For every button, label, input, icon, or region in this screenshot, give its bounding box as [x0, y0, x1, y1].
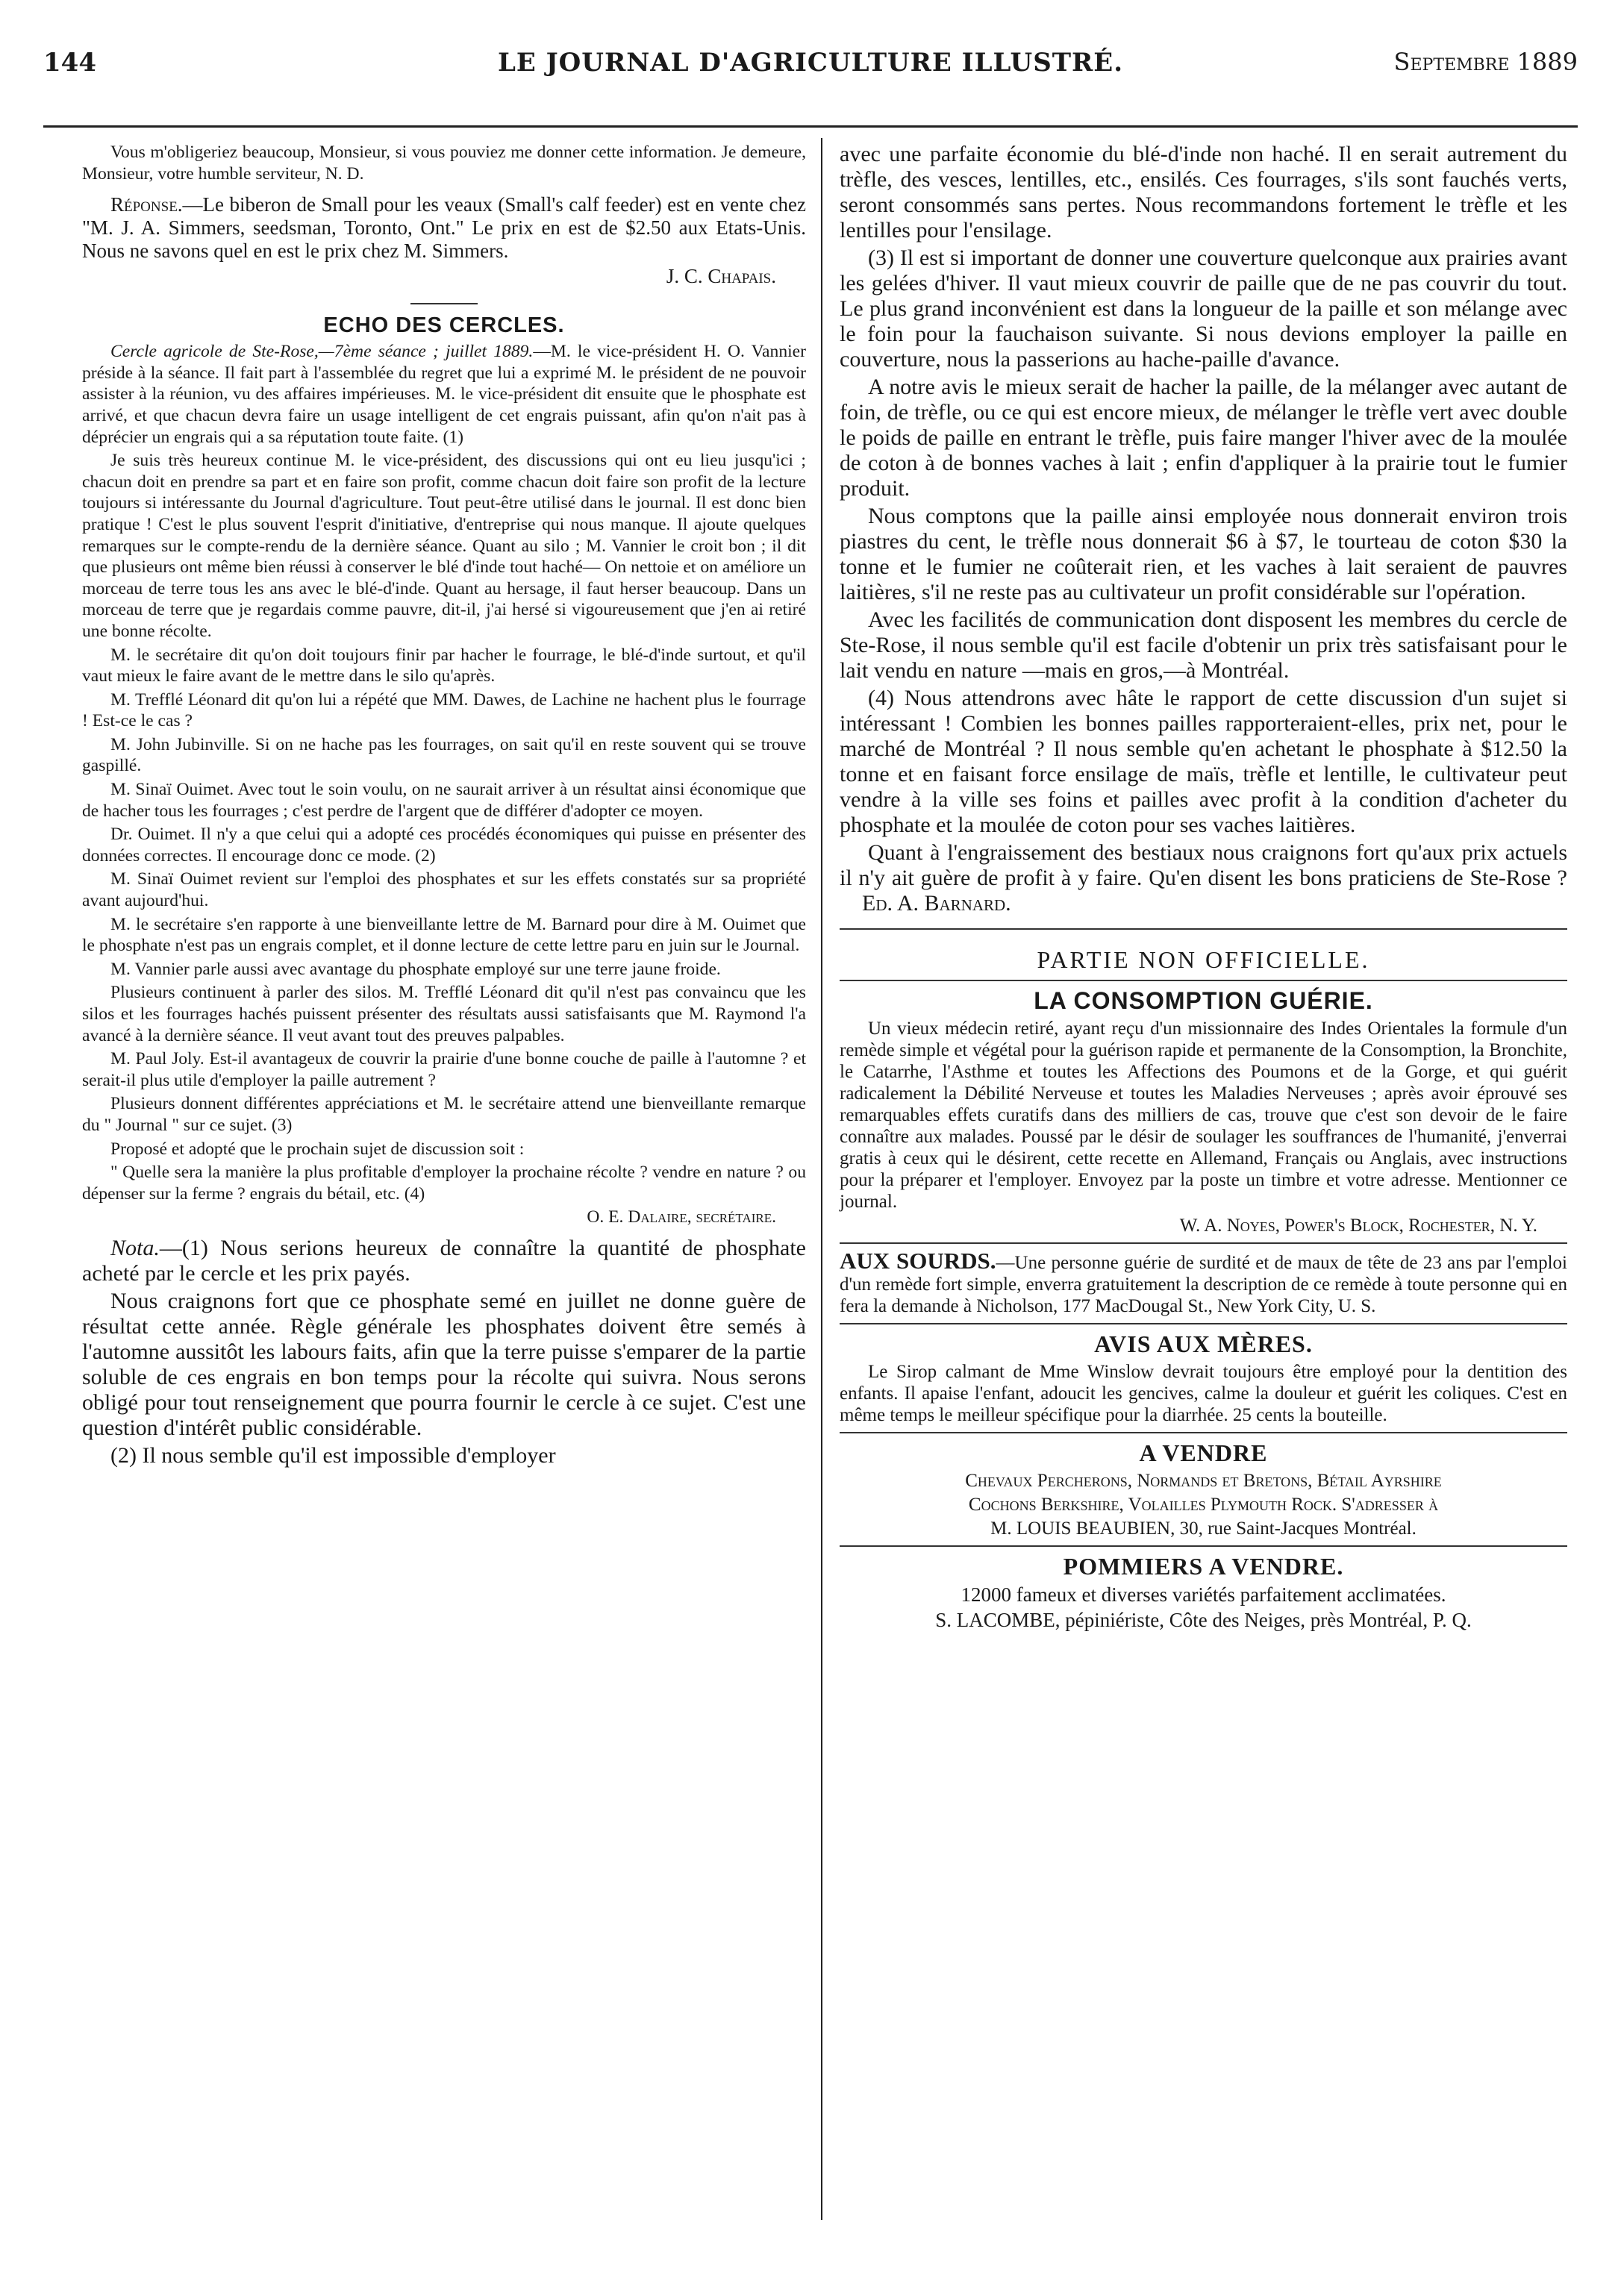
page-header: [43, 48, 1578, 93]
consomption-text: Un vieux médecin retiré, ayant reçu d'un missionnaire des Indes Orientales la formule d'un remède simple et végétal pour la guérison rapide et permanente de la Consomption, la Bronchite, le Catarrhe, l'Asthme et toutes les Affections des Poumons et de la Gorge, et qui guérit radicalement la Débilité Nerveuse et toutes les Maladies Nerveuses ; après avoir éprouvé ses remarquables effets curatifs dans des milliers de cas, trouve que c'est son devoir de le faire connaître aux malades. Poussé par le désir de soulager les souffrances de l'humanité, j'enverrai gratis à ceux qui le désirent, cette recette en Allemand, Français ou Anglais, avec instructions pour la préparer et l'employer. Envoyez par la poste un timbre et votre adresse. Mentionner ce journal.: [840, 1019, 1567, 1212]
sourds-text: —Une personne guérie de surdité et de maux de tête de 23 ans par l'emploi d'un remède fort simple, enverra gratuitement la description de ce remède à toute personne qui en fera la demande à Nicholson, 177 MacDougal St., New York City, U. S.: [840, 1253, 1568, 1316]
nota-label: Nota.: [110, 1235, 160, 1260]
echo-p1: —M. le vice-président H. O. Vannier préside à la séance. Il fait part à l'assemblée du regret que lui a exprimé M. le président de ne pouvoir assister à la réunion, vu des affaires impérieuses. M. le vice-président dit ensuite que le phosphate est arrivé, et que chacun devra faire un usage intelligent de cet engrais puissant, afin qu'on n'ait pas à déprécier un engrais qui a sa réputation toute faite. (1): [82, 342, 806, 447]
partie-rule-top: [840, 928, 1567, 930]
vendre-title: A VENDRE: [1139, 1439, 1268, 1466]
right-p7: [840, 840, 1567, 916]
right-p7-text: Quant à l'engraissement des bestiaux nous craignons fort qu'aux prix actuels il n'y ait guère de profit à y faire. Qu'en disent les bons praticiens de Ste-Rose ?: [840, 840, 1567, 890]
pommiers-line-1: 12000 fameux et diverses variétés parfaitement acclimatées.: [961, 1583, 1446, 1606]
partie-title: PARTIE NON OFFICIELLE.: [1037, 946, 1370, 973]
right-p4: Nous comptons que la paille ainsi employée nous donnerait environ trois piastres du cent, le trèfle nous donnerait $6 à $7, le tourteau de coton $30 la tonne et le fumier ne coûterait rien, et les vaches à lait seraient de pauvres laitières, s'il ne reste pas au cultivateur un profit considérable sur l'opération.: [840, 504, 1567, 604]
echo-p5: M. John Jubinville. Si on ne hache pas les fourrages, on sait qu'il en reste souvent qui se trouve gaspillé.: [82, 734, 806, 776]
echo-p2: Je suis très heureux continue M. le vice-président, des discussions qui ont eu lieu jusqu'ici ; chacun doit en prendre sa part et en faire son profit, comme chacun doit faire son profit de la lecture toujours si intéressante du Journal d'agriculture. Tout peut-être utilisé dans le journal. Il est donc bien pratique ! C'est le plus souvent l'esprit d'initiative, d'entreprise qui nous manque. Il ajoute quelques remarques sur le compte-rendu de la dernière séance. Quant au silo ; M. Vannier le croit bon ; il dit que plusieurs ont même bien réussi à conserver le blé d'inde tout haché— On nettoie et on améliore un morceau de terre tous les ans avec le blé-d'inde. Quant au hersage, il faut herser beaucoup. Dans un morceau de terre que je regardais comme pauvre, dit-il, j'ai hersé si vigoureusement que j'en ai retiré une bonne récolte.: [82, 451, 806, 641]
header-rule: [43, 125, 1578, 128]
echo-p15: " Quelle sera la manière la plus profitable d'employer la prochaine récolte ? vendre en nature ? ou dépenser sur la ferme ? engrais du bétail, etc. (4): [82, 1163, 806, 1204]
pommiers-line-2: S. LACOMBE, pépiniériste, Côte des Neiges, près Montréal, P. Q.: [935, 1609, 1472, 1631]
echo-p13: Plusieurs donnent différentes appréciations et M. le secrétaire attend une bienveillante remarque du " Journal " sur ce sujet. (3): [82, 1094, 806, 1135]
right-p6: (4) Nous attendrons avec hâte le rapport de cette discussion d'un sujet si intéressant ! Combien les bonnes pailles rapporteraient-elles, prix net, pour le marché de Montréal ? Il nous semble qu'en achetant le phosphate à $12.50 la tonne et en faisant force ensilage de maïs, trèfle et lentille, le cultivateur peut vendre à la ville ses foins et pailles avec profit à la condition d'acheter du phosphate et la moulée de coton pour ses vaches laitières.: [840, 686, 1567, 837]
echo-p3: M. le secrétaire dit qu'on doit toujours finir par hacher le fourrage, le blé-d'inde surtout, et qu'il vaut mieux le faire avant de le mettre dans le silo qu'après.: [82, 645, 806, 686]
right-p1: avec une parfaite économie du blé-d'inde non haché. Il en serait autrement du trèfle, des vesces, lentilles, etc., ensilés. Ces fourrages, s'ils sont fauchés verts, seront consommés sans pertes. Nous recommandons fortement le trèfle et les lentilles pour l'ensilage.: [840, 142, 1567, 243]
vendre-line-1: Chevaux Percherons, Normands et Bretons, Bétail Ayrshire: [965, 1471, 1442, 1491]
echo-signature: O. E. Dalaire, secrétaire.: [587, 1207, 776, 1227]
section-divider: [410, 303, 478, 304]
right-p2: (3) Il est si important de donner une couverture quelconque aux prairies avant les gelées d'hiver. Il vaut mieux couvrir de paille que de ne pas couvrir du tout. Le plus grand inconvénient est dans la longueur de la paille et son mélange avec le foin pour la fauchaison suivante. Si nous devions employer la paille en couverture, nous la passerions au hache-paille d'avance.: [840, 245, 1567, 372]
echo-title: ECHO DES CERCLES.: [323, 313, 565, 338]
echo-p8: M. Sinaï Ouimet revient sur l'emploi des phosphates et sur les effets constatés sur sa propriété avant aujourd'hui.: [82, 869, 806, 911]
sourds-paragraph: [840, 1250, 1567, 1317]
pommiers-title: POMMIERS A VENDRE.: [1063, 1553, 1344, 1580]
echo-p11: Plusieurs continuent à parler des silos. M. Trefflé Léonard dit qu'il n'est pas convaincu que les silos et les fourrages hachés puissent présenter des résultats aussi satisfaisants que M. Raymond l'a avancé à la dernière séance. Il veut avant tout des preuves palpables.: [82, 983, 806, 1045]
vendre-line-2: Cochons Berkshire, Volailles Plymouth Rock. S'adresser à: [968, 1495, 1439, 1515]
right-p3: A notre avis le mieux serait de hacher la paille, de la mélanger avec autant de foin, de trèfle, ou ce qui est encore mieux, de mélanger le trèfle vert avec double le poids de paille en entrant le trèfle, puis faire manger l'hiver avec de la moulée de coton à de bonnes vaches à lait ; enfin d'appliquer à la prairie tout le fumier produit.: [840, 375, 1567, 501]
ad-rule-2: [840, 1323, 1567, 1324]
echo-p12: M. Paul Joly. Est-il avantageux de couvrir la prairie d'une bonne couche de paille à l'automne ? et serait-il plus utile d'employer la paille autrement ?: [82, 1049, 806, 1090]
nota-p1: —(1) Nous serions heureux de connaître la quantité de phosphate acheté par le cercle et les prix payés.: [82, 1235, 806, 1286]
barnard-signature: Ed. A. Barnard.: [862, 891, 1011, 916]
consomption-title: LA CONSOMPTION GUÉRIE.: [1034, 987, 1373, 1014]
nota-p2: Nous craignons fort que ce phosphate semé en juillet ne donne guère de résultat cette année. Règle générale les phosphates doivent être semés à l'automne aussitôt les labours faits, afin que la terre puisse s'emparer de la partie soluble de ces engrais en bon temps pour la récolte qui suivra. Nous serons obligé pour tout renseignement que pourra fournir le cercle à ce sujet. C'est une question d'intérêt public considérable.: [82, 1288, 806, 1440]
echo-p14: Proposé et adopté que le prochain sujet de discussion soit :: [110, 1139, 525, 1159]
reponse-label: Réponse.: [110, 193, 183, 216]
letter-closing: Vous m'obligeriez beaucoup, Monsieur, si vous pouviez me donner cette information. Je demeure, Monsieur, votre humble serviteur, N. D.: [82, 143, 806, 184]
nota-p3: (2) Il nous semble qu'il est impossible d'employer: [110, 1442, 556, 1468]
echo-paragraph: [82, 341, 806, 448]
ad-rule-4: [840, 1545, 1567, 1547]
ad-rule-1: [840, 1242, 1567, 1244]
reponse-paragraph: [82, 193, 806, 263]
reponse-signature: J. C. Chapais.: [666, 265, 776, 288]
partie-rule-bottom: [840, 980, 1567, 981]
echo-p9: M. le secrétaire s'en rapporte à une bienveillante lettre de M. Barnard pour dire à M. Ouimet que le phosphate n'est pas un engrais complet, et il donne lecture de cette lettre paru en juin sur le Journal.: [82, 914, 806, 956]
right-p5: Avec les facilités de communication dont disposent les membres du cercle de Ste-Rose, il nous semble qu'il est facile d'obtenir un prix très satisfaisant pour le lait vendu en nature —mais en gros,—à Montréal.: [840, 607, 1567, 683]
column-divider: [821, 138, 822, 2220]
echo-p7: Dr. Ouimet. Il n'y a que celui qui a adopté ces procédés économiques qui puisse en présenter des données correctes. Il encourage donc ce mode. (2): [82, 825, 806, 866]
reponse-text: —Le biberon de Small pour les veaux (Small's calf feeder) est en vente chez "M. J. A. Simmers, seedsman, Toronto, Ont." Le prix en est de $2.50 aux Etats-Unis. Nous ne savons quel en est le prix chez M. Simmers.: [82, 193, 806, 263]
consomption-signature: W. A. Noyes, Power's Block, Rochester, N. Y.: [1179, 1216, 1537, 1236]
echo-p4: M. Trefflé Léonard dit qu'on lui a répété que MM. Dawes, de Lachine ne hachent plus le fourrage ! Est-ce le cas ?: [82, 689, 806, 731]
page-number: 144: [43, 48, 96, 78]
meres-text: Le Sirop calmant de Mme Winslow devrait toujours être employé pour la dentition des enfants. Il apaise l'enfant, adoucit les gencives, calme la douleur et guérit les coliques. C'est en même temps le meilleur spécifique pour la diarrhée. 25 cents la bouteille.: [840, 1362, 1567, 1425]
echo-p10: M. Vannier parle aussi avec avantage du phosphate employé sur une terre jaune froide.: [110, 959, 721, 979]
nota-paragraph: [82, 1236, 806, 1286]
echo-p6: M. Sinaï Ouimet. Avec tout le soin voulu, on ne saurait arriver à un résultat ainsi économique que de hacher tous les fourrages ; c'est perdre de l'argent que de différer d'adopter ce moyen.: [82, 780, 806, 821]
journal-title: LE JOURNAL D'AGRICULTURE ILLUSTRÉ.: [497, 48, 1124, 78]
right-column: [840, 142, 1567, 1634]
sourds-title: AUX SOURDS.: [840, 1248, 996, 1274]
echo-lead: Cercle agricole de Ste-Rose,—7ème séance ; juillet 1889.: [110, 342, 534, 362]
left-column: [82, 142, 806, 1471]
issue-date: Septembre 1889: [1393, 48, 1578, 76]
meres-title: AVIS AUX MÈRES.: [1094, 1330, 1313, 1357]
ad-rule-3: [840, 1432, 1567, 1433]
vendre-line-3: M. LOUIS BEAUBIEN, 30, rue Saint-Jacques Montréal.: [990, 1518, 1417, 1539]
